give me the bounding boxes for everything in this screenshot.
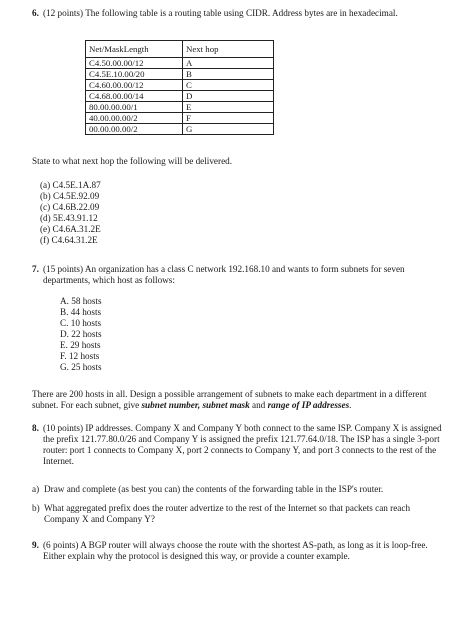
question-6-address-list — [40, 180, 101, 246]
part-a-label: a) — [32, 484, 40, 494]
question-7-emphasis-range: range of IP addresses — [267, 400, 350, 410]
header-next-hop: Next hop — [183, 41, 274, 58]
table-cell-prefix: 80.00.00.00/1 — [86, 102, 183, 113]
table-cell-prefix: C4.68.00.00/14 — [86, 91, 183, 102]
table-row — [86, 113, 274, 124]
question-8-text: (10 points) IP addresses. Company X and Company Y both connect to the same ISP. Company X is assigned the prefix 121.77.80.0/26 and Company Y is assigned the prefix 121.77.64.0/18. The ISP has a single 3-port router: port 1 connects to Company X, port 2 connects to Company Y, and port 3 connects to the rest of the Internet. — [43, 423, 442, 466]
question-7-host-list — [60, 296, 102, 373]
list-item: B. 44 hosts — [60, 307, 102, 317]
list-item: (a) C4.5E.1A.87 — [40, 180, 101, 190]
question-7-instructions — [32, 389, 442, 411]
question-7 — [32, 264, 442, 286]
list-item: (e) C4.6A.31.2E — [40, 224, 101, 234]
table-row — [86, 91, 274, 102]
list-item: F. 12 hosts — [60, 351, 100, 361]
table-cell-next-hop: C — [183, 80, 274, 91]
table-cell-next-hop: F — [183, 113, 274, 124]
list-item: (d) 5E.43.91.12 — [40, 213, 98, 223]
table-row — [86, 69, 274, 80]
question-7-instructions-end: . — [349, 400, 352, 410]
table-row — [86, 124, 274, 135]
table-row — [86, 102, 274, 113]
routing-table-header-row — [86, 41, 274, 58]
table-cell-next-hop: A — [183, 58, 274, 69]
question-6-prompt: State to what next hop the following will be delivered. — [32, 156, 233, 166]
list-item: A. 58 hosts — [60, 296, 102, 306]
part-b-text: What aggregated prefix does the router advertize to the rest of the Internet so that packets can reach Company X and Company Y? — [44, 503, 411, 524]
question-9 — [32, 540, 442, 562]
list-item: (c) C4.6B.22.09 — [40, 202, 100, 212]
question-9-text: (6 points) A BGP router will always choose the route with the shortest AS-path, as long as it is loop-free. Either explain why the protocol is designed this way, or provide a counter example. — [43, 540, 428, 561]
question-6 — [32, 8, 442, 19]
question-6-text: (12 points) The following table is a routing table using CIDR. Address bytes are in hexadecimal. — [43, 8, 398, 18]
table-cell-next-hop: B — [183, 69, 274, 80]
list-item: C. 10 hosts — [60, 318, 102, 328]
table-cell-prefix: C4.60.00.00/12 — [86, 80, 183, 91]
table-row — [86, 58, 274, 69]
table-cell-prefix: 00.00.00.00/2 — [86, 124, 183, 135]
list-item: G. 25 hosts — [60, 362, 102, 372]
list-item: (f) C4.64.31.2E — [40, 235, 98, 245]
table-cell-prefix: C4.50.00.00/12 — [86, 58, 183, 69]
question-6-number: 6. — [32, 8, 39, 18]
question-7-text: (15 points) An organization has a class C network 192.168.10 and wants to form subnets for seven departments, which host as follows: — [43, 264, 405, 285]
header-net-mask: Net/MaskLength — [86, 41, 183, 58]
list-item: (b) C4.5E.92.09 — [40, 191, 100, 201]
part-a-text: Draw and complete (as best you can) the contents of the forwarding table in the ISP's router. — [44, 484, 384, 494]
table-row — [86, 80, 274, 91]
table-cell-prefix: C4.5E.10.00/20 — [86, 69, 183, 80]
question-7-number: 7. — [32, 264, 39, 274]
list-item: D. 22 hosts — [60, 329, 102, 339]
question-8-part-b — [32, 503, 442, 525]
question-9-number: 9. — [32, 540, 39, 550]
table-cell-next-hop: E — [183, 102, 274, 113]
part-b-label: b) — [32, 503, 40, 513]
question-8-number: 8. — [32, 423, 39, 433]
table-cell-next-hop: D — [183, 91, 274, 102]
question-7-instructions-and: and — [249, 400, 268, 410]
table-cell-next-hop: G — [183, 124, 274, 135]
question-7-emphasis-subnet: subnet number, subnet mask — [141, 400, 250, 410]
question-8-part-a — [32, 484, 442, 495]
question-7-instructions-text: There are 200 hosts in all. Design a possible arrangement of subnets to make each department in a different subnet. For each subnet, give — [32, 389, 427, 410]
table-cell-prefix: 40.00.00.00/2 — [86, 113, 183, 124]
question-8 — [32, 423, 442, 467]
list-item: E. 29 hosts — [60, 340, 101, 350]
routing-table — [85, 40, 274, 135]
